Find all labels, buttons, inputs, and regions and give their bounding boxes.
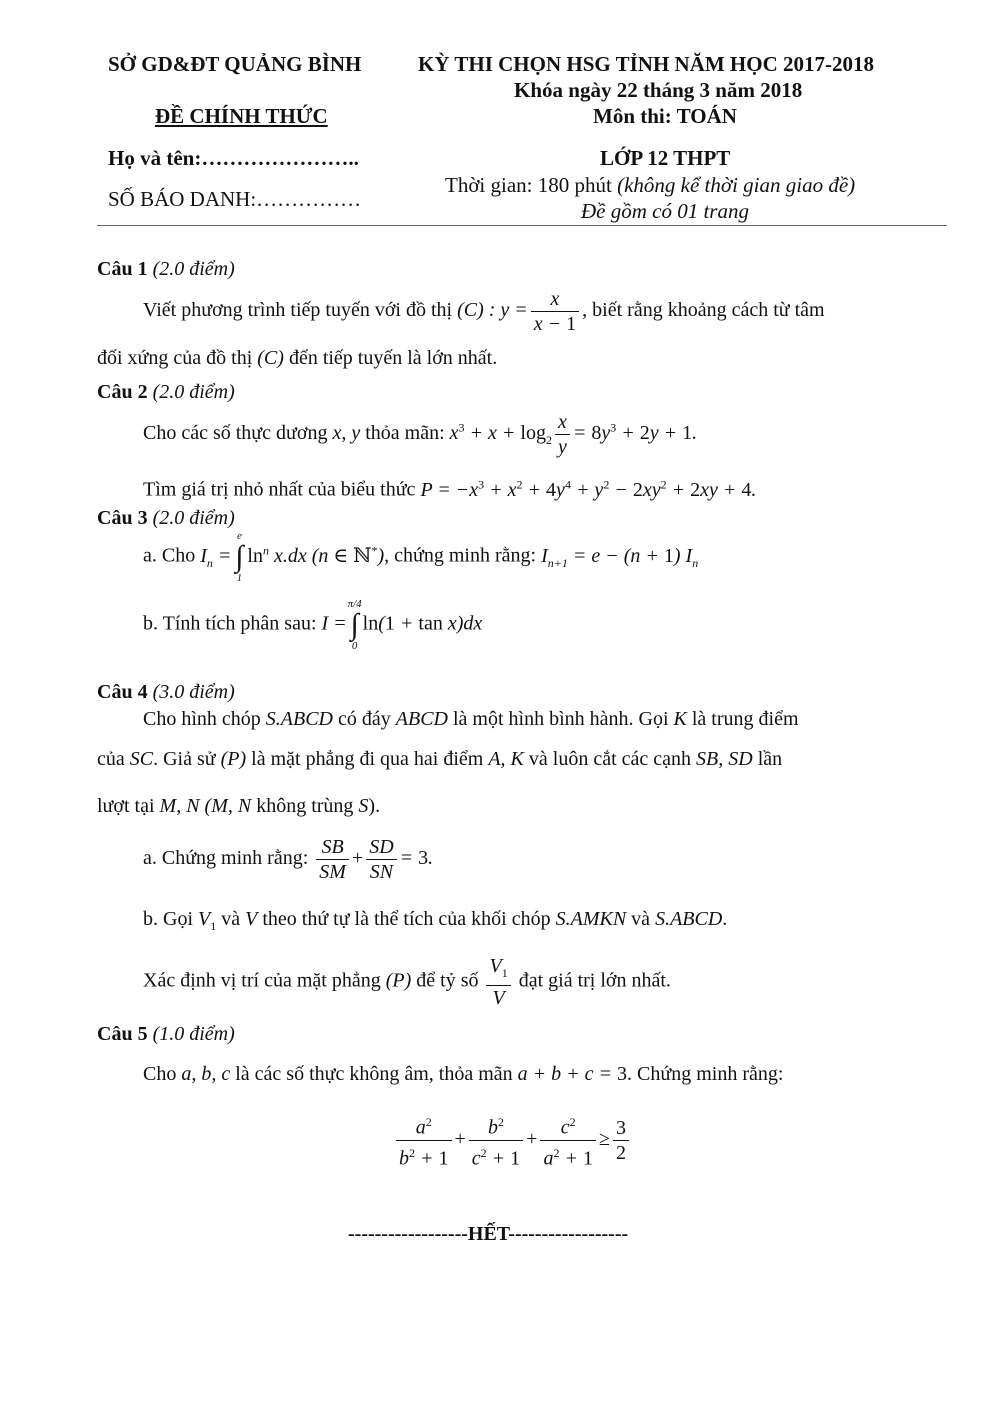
q4-line1-d: là trung điểm <box>686 708 799 730</box>
q2-text-b: thỏa mãn: <box>360 422 450 445</box>
q4-line2-e: lần <box>752 748 783 770</box>
q5-frac-1: $\frac{a^2}{b^2 + 1}$ <box>396 1110 452 1170</box>
q1-text-a: Viết phương trình tiếp tuyến với đồ thị <box>143 299 458 322</box>
q4-part-b-line1: b. Gọi $V_1$ và V theo thứ tự là thể tích của khối chóp S.AMKN và S.ABCD. <box>143 908 728 933</box>
q1-text-b: , biết rằng khoảng cách từ tâm <box>582 299 825 322</box>
q4-label: Câu 4 <box>97 681 148 703</box>
q4-part-b2-a: Xác định vị trí của mặt phẳng <box>143 969 386 992</box>
q4-part-b-line2: Xác định vị trí của mặt phẳng (P) để tỷ số $\frac{V_1}{V}$ đạt giá trị lớn nhất. <box>143 955 671 1009</box>
q5-frac-3: $\frac{c^2}{a^2 + 1}$ <box>540 1110 596 1170</box>
q4-line1: Cho hình chóp S.ABCD có đáy ABCD là một hình bình hành. Gọi K là trung điểm <box>143 708 799 730</box>
q5-text-c: . Chứng minh rằng: <box>627 1063 784 1085</box>
q4-line2-d: và luôn cắt các cạnh <box>523 748 697 770</box>
q4-line2-a: của <box>97 748 130 770</box>
department-name: SỞ GD&ĐT QUẢNG BÌNH <box>108 52 362 76</box>
q2-line2: Tìm giá trị nhỏ nhất của biểu thức $P = -x^3 + x^2 + 4y^4 + y^2 - 2xy^2 + 2xy + 4$. <box>143 477 757 501</box>
q4a-frac-2: $\frac{SD}{SN}$ <box>366 835 396 884</box>
q4-part-b-c: theo thứ tự là thể tích của khối chóp <box>257 908 556 930</box>
q1-points: (2.0 điểm) <box>152 258 235 280</box>
q1-line2: đối xứng của đồ thị (C) đến tiếp tuyến là lớn nhất. <box>97 347 498 369</box>
q4b-ratio: $\frac{V_1}{V}$ <box>486 954 510 1010</box>
exam-date: Khóa ngày 22 tháng 3 năm 2018 <box>514 78 803 102</box>
official-label: ĐỀ CHÍNH THỨC <box>155 104 328 128</box>
grade-label: LỚP 12 THPT <box>600 146 731 170</box>
q4-line3-a: lượt tại <box>97 795 160 817</box>
q3b-integral-sign: π/4 ∫ 0 <box>347 598 362 652</box>
q1-line1: Viết phương trình tiếp tuyến với đồ thị (C) : y = $\frac{x}{x - 1}$ , biết rằng khoảng cách từ tâm <box>143 288 825 335</box>
q3-part-a: a. Cho $I_n$ = e ∫ 1 $\ln^n x.dx$ (n ∈ ℕ*), chứng minh rằng: $I_{n+1} = e - (n + 1)$ $I_n$ <box>143 530 699 584</box>
q4-points: (3.0 điểm) <box>152 681 235 703</box>
q3-label: Câu 3 <box>97 507 148 529</box>
q5-points: (1.0 điểm) <box>152 1023 235 1045</box>
q4-line1-a: Cho hình chóp <box>143 708 266 730</box>
q4-line1-b: có đáy <box>333 708 396 730</box>
q4-line3-b: không trùng <box>251 795 359 817</box>
q4a-frac-1: $\frac{SB}{SM}$ <box>316 835 349 884</box>
q5-inequality: $\frac{a^2}{b^2 + 1}$ + $\frac{b^2}{c^2 + 1}$ + $\frac{c^2}{a^2 + 1}$ ≥ $\frac{3}{2}$ <box>393 1110 632 1170</box>
pages-note: Đề gồm có 01 trang <box>581 199 749 223</box>
q4-part-b2-c: đạt giá trị lớn nhất. <box>513 969 671 992</box>
q2-fraction: $\frac{x}{y}$ <box>555 410 570 459</box>
q2-text-a: Cho các số thực dương <box>143 422 333 445</box>
q5-frac-2: $\frac{b^2}{c^2 + 1}$ <box>469 1110 523 1170</box>
q3-heading <box>97 506 235 530</box>
q4-part-b-a: b. Gọi <box>143 908 198 930</box>
time-note: (không kể thời gian giao đề) <box>617 173 856 197</box>
q5-text-b: là các số thực không âm, thỏa mãn <box>230 1063 518 1085</box>
header-divider <box>97 225 947 226</box>
q4-line3: lượt tại M, N (M, N không trùng S). <box>97 795 381 817</box>
q3-points: (2.0 điểm) <box>152 507 235 529</box>
name-field: Họ và tên:………………….. <box>108 146 359 170</box>
q3a-integral-sign: e ∫ 1 <box>235 530 244 584</box>
q4-part-a-text: a. Chứng minh rằng: <box>143 847 314 870</box>
q4-part-b-b: và <box>216 908 246 930</box>
q4-part-b2-b: để tỷ số <box>411 969 484 992</box>
q5-frac-rhs: $\frac{3}{2}$ <box>613 1116 629 1165</box>
q2-line1: Cho các số thực dương x, y thỏa mãn: $x^3 + x + \log_2$ $\frac{x}{y}$ = $8y^3 + 2y + 1$. <box>143 411 698 458</box>
subject-label: Môn thi: TOÁN <box>593 104 737 128</box>
q3-part-a-text: a. Cho <box>143 544 201 567</box>
exam-title: KỲ THI CHỌN HSG TỈNH NĂM HỌC 2017-2018 <box>418 52 875 76</box>
q4-line1-c: là một hình bình hành. Gọi <box>447 708 674 730</box>
q1-text-c: đối xứng của đồ thị <box>97 347 258 369</box>
q2-points: (2.0 điểm) <box>152 381 235 403</box>
time-limit <box>445 173 855 198</box>
q2-text-c: Tìm giá trị nhỏ nhất của biểu thức <box>143 478 421 501</box>
q5-label: Câu 5 <box>97 1023 148 1045</box>
q1-label: Câu 1 <box>97 258 148 280</box>
student-id-field: SỐ BÁO DANH:…………… <box>108 187 362 211</box>
q3-part-b: b. Tính tích phân sau: I = π/4 ∫ 0 ln(1 + tan x)dx <box>143 598 483 652</box>
q4-line2: của SC. Giả sử (P) là mặt phẳng đi qua hai điểm A, K và luôn cắt các cạnh SB, SD lần <box>97 748 783 770</box>
q4-heading <box>97 680 235 704</box>
q3-part-a-mid: , chứng minh rằng: <box>384 544 542 567</box>
time-prefix: Thời gian: 180 phút <box>445 173 618 197</box>
q4-line2-b: . Giả sử <box>153 748 221 770</box>
q1-fraction: $\frac{x}{x - 1}$ <box>531 287 579 336</box>
q4-part-a: a. Chứng minh rằng: $\frac{SB}{SM}$ + $\frac{SD}{SN}$ = 3. <box>143 836 434 883</box>
q4-line2-c: là mặt phẳng đi qua hai điểm <box>246 748 489 770</box>
q3-part-b-text: b. Tính tích phân sau: <box>143 612 322 635</box>
q2-label: Câu 2 <box>97 381 148 403</box>
q4-part-b-d: và <box>626 908 656 930</box>
q5-line1: Cho a, b, c là các số thực không âm, thỏa mãn a + b + c = 3. Chứng minh rằng: <box>143 1063 784 1085</box>
q5-heading <box>97 1022 235 1046</box>
q1-heading <box>97 257 235 281</box>
q2-heading <box>97 380 235 404</box>
end-mark: ------------------HẾT------------------ <box>348 1223 629 1245</box>
q1-text-d: đến tiếp tuyến là lớn nhất. <box>283 347 498 369</box>
q5-text-a: Cho <box>143 1063 182 1085</box>
